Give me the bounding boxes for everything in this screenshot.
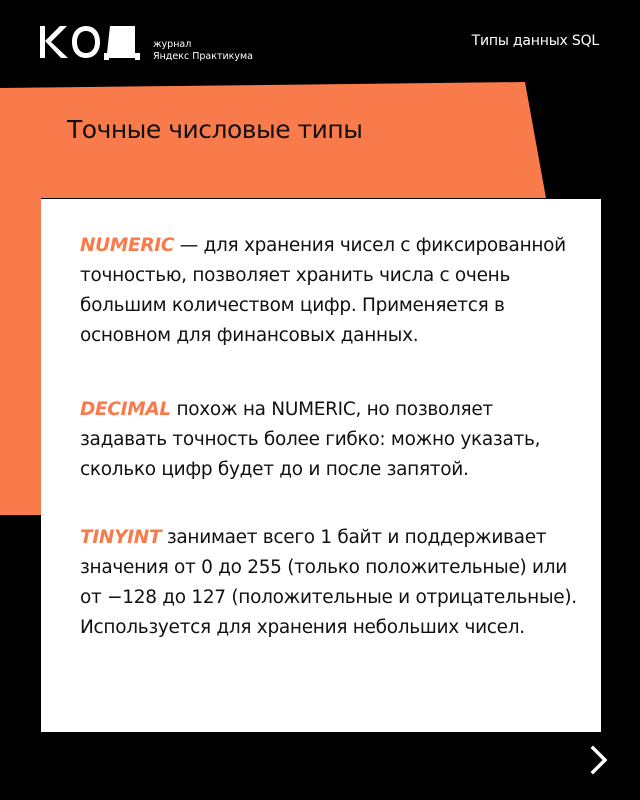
paragraph-tinyint-text: занимает всего 1 байт и поддерживает значения от 0 до 255 (только положительные) или от −128 до 127 (положительные и отрицательные). Используется для хранения небольших чисел. <box>80 527 577 638</box>
content-card <box>41 199 601 732</box>
logo-subtitle-line2: Яндекс Практикума <box>153 51 253 62</box>
keyword-numeric: NUMERIC <box>80 235 175 256</box>
page-title: Точные числовые типы <box>67 115 363 144</box>
paragraph-decimal-text: похож на NUMERIC, но позволяет задавать точность более гибко: можно указать, сколько цифр будет до и после запятой. <box>80 399 541 480</box>
paragraph-tinyint <box>80 523 580 643</box>
topic-label: Типы данных SQL <box>471 33 599 49</box>
paragraph-numeric <box>80 231 570 351</box>
keyword-tinyint: TINYINT <box>80 527 162 548</box>
chevron-right-icon[interactable] <box>585 742 615 778</box>
paragraph-decimal <box>80 395 580 485</box>
paragraph-numeric-text: — для хранения чисел с фиксированной точностью, позволяет хранить числа с очень большим количеством цифр. Применяется в основном для финансовых данных. <box>80 235 566 346</box>
logo-subtitle-line1: журнал <box>153 39 192 50</box>
keyword-decimal: DECIMAL <box>80 399 171 420</box>
